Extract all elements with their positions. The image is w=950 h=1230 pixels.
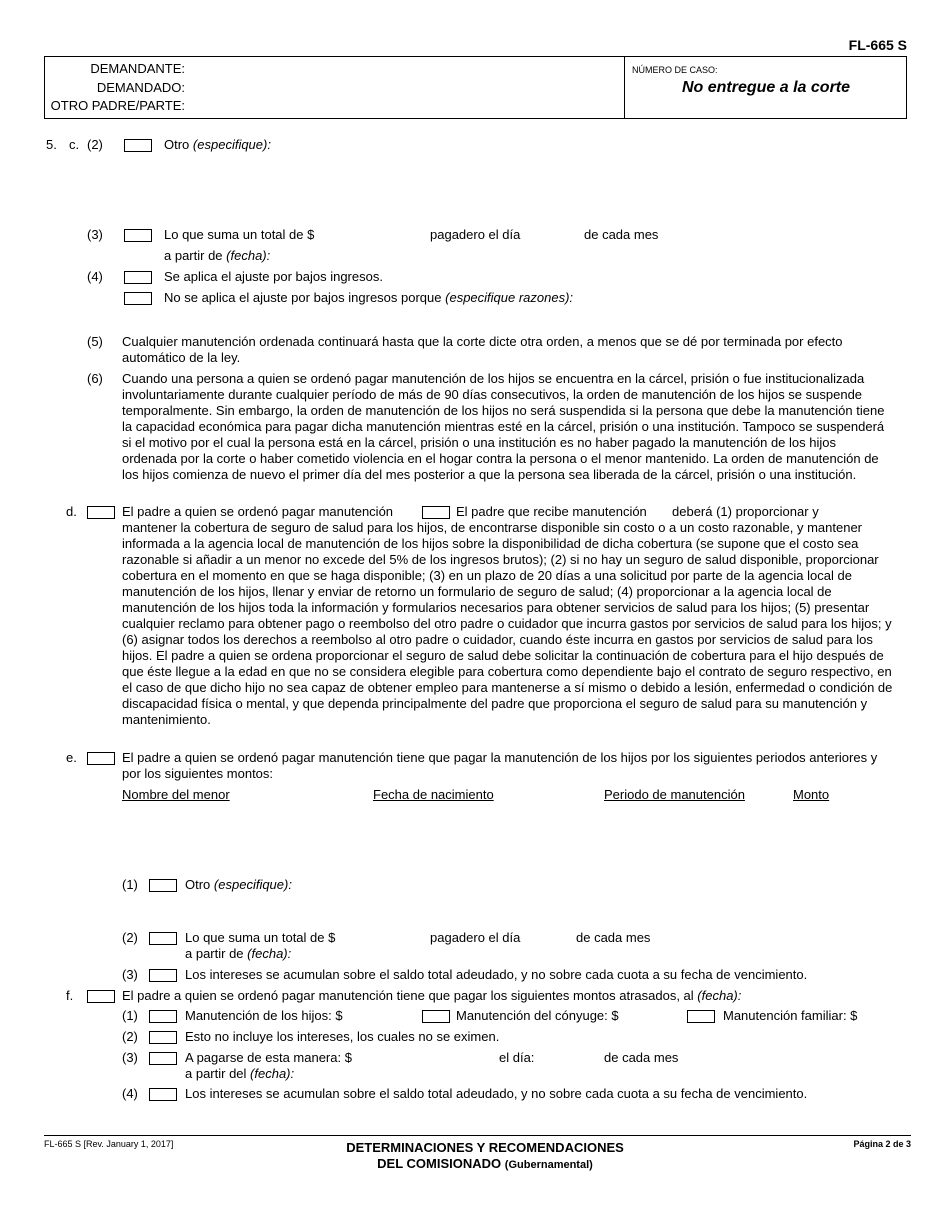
c2-checkbox[interactable]	[124, 139, 152, 152]
e2-total-label: Lo que suma un total de $	[185, 930, 336, 945]
item-c4-number: (4)	[87, 269, 103, 284]
item-c5-number: (5)	[87, 334, 103, 349]
footer-revision: FL-665 S [Rev. January 1, 2017]	[44, 1139, 174, 1149]
defendant-label: DEMANDADO:	[96, 80, 185, 95]
item-c6-number: (6)	[87, 371, 103, 386]
e1-label: Otro (especifique):	[185, 877, 292, 892]
f-checkbox[interactable]	[87, 990, 115, 1003]
f4-text: Los intereses se acumulan sobre el saldo total adeudado, y no sobre cada cuota a su fecha de vencimiento.	[185, 1086, 808, 1101]
e2-payday-label: pagadero el día	[430, 930, 521, 945]
footer-title: DETERMINACIONES Y RECOMENDACIONES	[346, 1140, 624, 1155]
case-number-label: NÚMERO DE CASO:	[632, 65, 718, 75]
d-recipient-label: El padre que recibe manutención	[456, 504, 647, 519]
col-child-name: Nombre del menor	[122, 787, 230, 802]
f3-checkbox[interactable]	[149, 1052, 177, 1065]
page-number: Página 2 de 3	[853, 1139, 911, 1149]
other-party-label: OTRO PADRE/PARTE:	[50, 98, 185, 113]
c6-text: Cuando una persona a quien se ordenó pagar manutención de los hijos se encuentra en la cárcel, prisión o fue institucionalizada involuntariamente durante cualquier período de más de 90 días consecutivos, la orden de manutención de los hijos se suspende temporalmente. Sin embargo, la orden de manutención de los hijos no será suspendida si la persona que debe la manutención tiene la capacidad económica para pagar dicha manutención mientras esté en la cárcel, prisión o una institución. Tampoco se suspenderá si el motivo por el cual la persona está en la cárcel, prisión o una institución es no haber pagado la manutención de los hijos ordenada por la corte o haber cometido violencia en el hogar contra la persona o el menor mantenido. La orden de manutención de los hijos comienza de nuevo el primer día del mes posterior a que la persona sea liberada de la cárcel, prisión o una institución.	[122, 371, 885, 482]
f2-text: Esto no incluye los intereses, los cuales no se eximen.	[185, 1029, 500, 1044]
e-checkbox[interactable]	[87, 752, 115, 765]
case-header	[44, 56, 907, 119]
f1-family-support-checkbox[interactable]	[687, 1010, 715, 1023]
footer-rule	[44, 1135, 911, 1136]
e3-checkbox[interactable]	[149, 969, 177, 982]
c3-checkbox[interactable]	[124, 229, 152, 242]
footer-subtitle: DEL COMISIONADO (Gubernamental)	[377, 1156, 593, 1171]
c4-not-applies-checkbox[interactable]	[124, 292, 152, 305]
c3-month-label: de cada mes	[584, 227, 659, 242]
item-f-letter: f.	[66, 988, 74, 1003]
e-text: El padre a quien se ordenó pagar manutención tiene que pagar la manutención de los hijos por los siguientes periodos anteriores y por los siguientes montos:	[122, 750, 878, 781]
d-text: mantener la cobertura de seguro de salud para los hijos, de encontrarse disponible sin costo o a un costo razonable, y mantener informada a la agencia local de manutención de los hijos sobre la disponibilidad de dicha cobertura (se supone que el costo sea razonable si añadir a un menor no excede del 5% de los ingresos brutos); (2) si no hay un seguro de salud disponible, proporcionar cobertura en el momento en que se haga disponible; (3) en un plazo de 20 días a una solicitud por parte de la agencia local de manutención de los hijos, llenar y enviar de retorno un formulario de seguro de salud; (4) proporcionar a la agencia local de manutención de los hijos toda la información y formularios necesarios para obtener servicios de salud para los hijos; (5) presentar cualquier reclamo para obtener pago o reembolso del otro padre o cuidador que incurra gastos por servicios de salud para los hijos; y (6) asignar todos los derechos a reembolso al otro padre o cuidador, cuando éste incurra en gastos por servicios de salud para los hijos. El padre a quien se ordena proporcionar el seguro de salud debe solicitar la continuación de cobertura para el hijo después de que éste llegue a la edad en que no se considera elegible para cobertura como dependiente bajo el contrato de seguro respectivo, en el caso de que dicho hijo no sea capaz de obtener empleo para mantenerse a sí mismo o debido a lesión, enfermedad o condición de discapacidad física o mental, y que dependa principalmente del padre que proporciona el seguro de salud para su manutención y mantenimiento.	[122, 520, 893, 727]
c4-applies-checkbox[interactable]	[124, 271, 152, 284]
c4-applies-label: Se aplica el ajuste por bajos ingresos.	[164, 269, 383, 284]
form-id: FL-665 S	[848, 37, 907, 53]
c3-start-label: a partir de (fecha):	[164, 248, 271, 263]
f1-child-support-checkbox[interactable]	[149, 1010, 177, 1023]
e2-checkbox[interactable]	[149, 932, 177, 945]
d-recipient-checkbox[interactable]	[422, 506, 450, 519]
c3-total-label: Lo que suma un total de $	[164, 227, 315, 242]
f3-amount-label: A pagarse de esta manera: $	[185, 1050, 352, 1065]
f3-day-label: el día:	[499, 1050, 535, 1065]
col-birth-date: Fecha de nacimiento	[373, 787, 494, 802]
item-c2-number: (2)	[87, 137, 103, 152]
e2-start-label: a partir de (fecha):	[185, 946, 292, 961]
d-payer-label: El padre a quien se ordenó pagar manutención	[122, 504, 394, 519]
plaintiff-label: DEMANDANTE:	[90, 61, 185, 76]
item-e-letter: e.	[66, 750, 77, 765]
c3-payday-label: pagadero el día	[430, 227, 521, 242]
d-payer-checkbox[interactable]	[87, 506, 115, 519]
item-f1-number: (1)	[122, 1008, 138, 1023]
e2-month-label: de cada mes	[576, 930, 651, 945]
f1-family-support-label: Manutención familiar: $	[723, 1008, 858, 1023]
d-shall-label: deberá (1) proporcionar y	[672, 504, 819, 519]
col-amount: Monto	[793, 787, 830, 802]
item-e1-number: (1)	[122, 877, 138, 892]
item-e2-number: (2)	[122, 930, 138, 945]
c2-label: Otro (especifique):	[164, 137, 271, 152]
case-note: No entregue a la corte	[681, 79, 851, 96]
item-e3-number: (3)	[122, 967, 138, 982]
f3-month-label: de cada mes	[604, 1050, 679, 1065]
e1-checkbox[interactable]	[149, 879, 177, 892]
section-number: 5.	[46, 137, 57, 152]
f1-spousal-support-checkbox[interactable]	[422, 1010, 450, 1023]
item-c-letter: c.	[69, 137, 80, 152]
e3-text: Los intereses se acumulan sobre el saldo total adeudado, y no sobre cada cuota a su fecha de vencimiento.	[185, 967, 808, 982]
item-f3-number: (3)	[122, 1050, 138, 1065]
item-c3-number: (3)	[87, 227, 103, 242]
f1-spousal-support-label: Manutención del cónyuge: $	[456, 1008, 619, 1023]
item-f2-number: (2)	[122, 1029, 138, 1044]
f4-checkbox[interactable]	[149, 1088, 177, 1101]
col-support-period: Periodo de manutención	[604, 787, 745, 802]
f1-child-support-label: Manutención de los hijos: $	[185, 1008, 343, 1023]
item-d-letter: d.	[66, 504, 77, 519]
c5-text: Cualquier manutención ordenada continuará hasta que la corte dicte otra orden, a menos que se dé por terminada por efecto automático de la ley.	[122, 334, 843, 365]
c4-not-applies-label: No se aplica el ajuste por bajos ingresos porque (especifique razones):	[164, 290, 574, 305]
f2-checkbox[interactable]	[149, 1031, 177, 1044]
f-text: El padre a quien se ordenó pagar manutención tiene que pagar los siguientes montos atrasados, al (fecha):	[122, 988, 742, 1003]
item-f4-number: (4)	[122, 1086, 138, 1101]
f3-start-label: a partir del (fecha):	[185, 1066, 295, 1081]
